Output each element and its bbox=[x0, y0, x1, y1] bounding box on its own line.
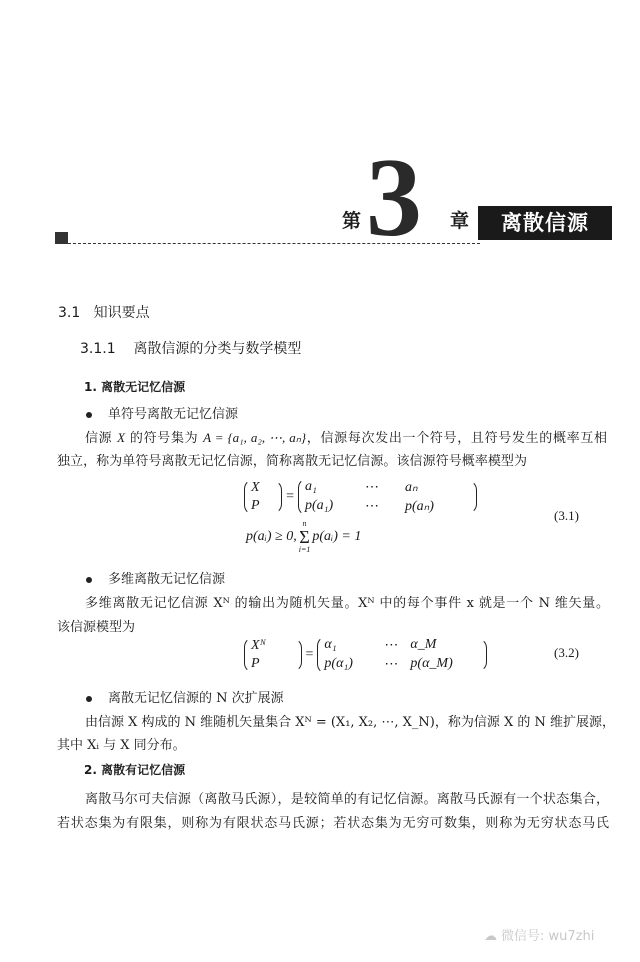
paragraph-line: 其中 Xᵢ 与 X 同分布。 bbox=[57, 738, 186, 753]
watermark: ☁ 微信号: wu7zhi bbox=[484, 929, 595, 944]
chapter-suffix: 章 bbox=[450, 210, 470, 232]
bullet-icon bbox=[86, 696, 92, 702]
bullet-icon bbox=[86, 577, 92, 583]
equation-number: (3.2) bbox=[554, 645, 579, 660]
chapter-prefix: 第 bbox=[342, 210, 362, 232]
paragraph-line: 信源 X 的符号集为 A = {a₁, a₂, ⋯, aₙ}，信源每次发出一个符号，且符号发生的概率互相 bbox=[85, 430, 607, 446]
bullet-text: 多维离散无记忆信源 bbox=[108, 572, 226, 587]
subsection-title: 离散信源的分类与数学模型 bbox=[133, 341, 302, 357]
bullet-item bbox=[86, 568, 225, 587]
section-heading bbox=[58, 302, 150, 322]
chapter-marker bbox=[55, 232, 68, 244]
paragraph-line: 若状态集为有限集，则称为有限状态马氏源；若状态集为无穷可数集，则称为无穷状态马氏 bbox=[57, 816, 609, 831]
paragraph-line: 由信源 X 构成的 N 维随机矢量集合 Xᴺ = (X₁, X₂, ⋯, X_N)，称为信源 X 的 N 维扩展源， bbox=[85, 715, 616, 730]
paragraph-line: 该信源模型为 bbox=[57, 620, 136, 635]
bullet-text: 单符号离散无记忆信源 bbox=[108, 407, 239, 422]
equation-3-1-constraint: p(aᵢ) ≥ 0, n Σ i=1 p(aᵢ) = 1 bbox=[246, 519, 362, 554]
equation-number: (3.1) bbox=[554, 508, 579, 523]
paragraph-line: 离散马尔可夫信源（离散马氏源），是较简单的有记忆信源。离散马氏源有一个状态集合， bbox=[85, 792, 609, 807]
bullet-text: 离散无记忆信源的 N 次扩展源 bbox=[108, 691, 284, 706]
section-number: 3.1 bbox=[58, 305, 81, 321]
equation-3-1-matrix: X P = a₁ ⋯ aₙ p(a₁) ⋯ p(aₙ) bbox=[244, 478, 477, 516]
chapter-title: 离散信源 bbox=[478, 206, 612, 240]
subsection-number: 3.1.1 bbox=[80, 341, 116, 357]
subsection-heading bbox=[80, 338, 301, 358]
paragraph-line: 多维离散无记忆信源 Xᴺ 的输出为随机矢量。Xᴺ 中的每个事件 x 就是一个 N 维矢量。 bbox=[85, 596, 609, 611]
chapter-number: 3 bbox=[366, 136, 422, 260]
equation-3-2-matrix: Xᴺ P = α₁ ⋯ α_M p(α₁) ⋯ p(α_M) bbox=[244, 636, 487, 674]
heading-memory: 2. 离散有记忆信源 bbox=[84, 763, 186, 777]
bullet-item bbox=[86, 403, 238, 422]
paragraph-line: 独立，称为单符号离散无记忆信源，简称离散无记忆信源。该信源符号概率模型为 bbox=[57, 454, 527, 469]
bullet-item bbox=[86, 687, 284, 706]
wechat-icon: ☁ bbox=[484, 929, 497, 944]
section-title: 知识要点 bbox=[93, 305, 150, 321]
heading-memoryless: 1. 离散无记忆信源 bbox=[84, 380, 186, 394]
bullet-icon bbox=[86, 412, 92, 418]
